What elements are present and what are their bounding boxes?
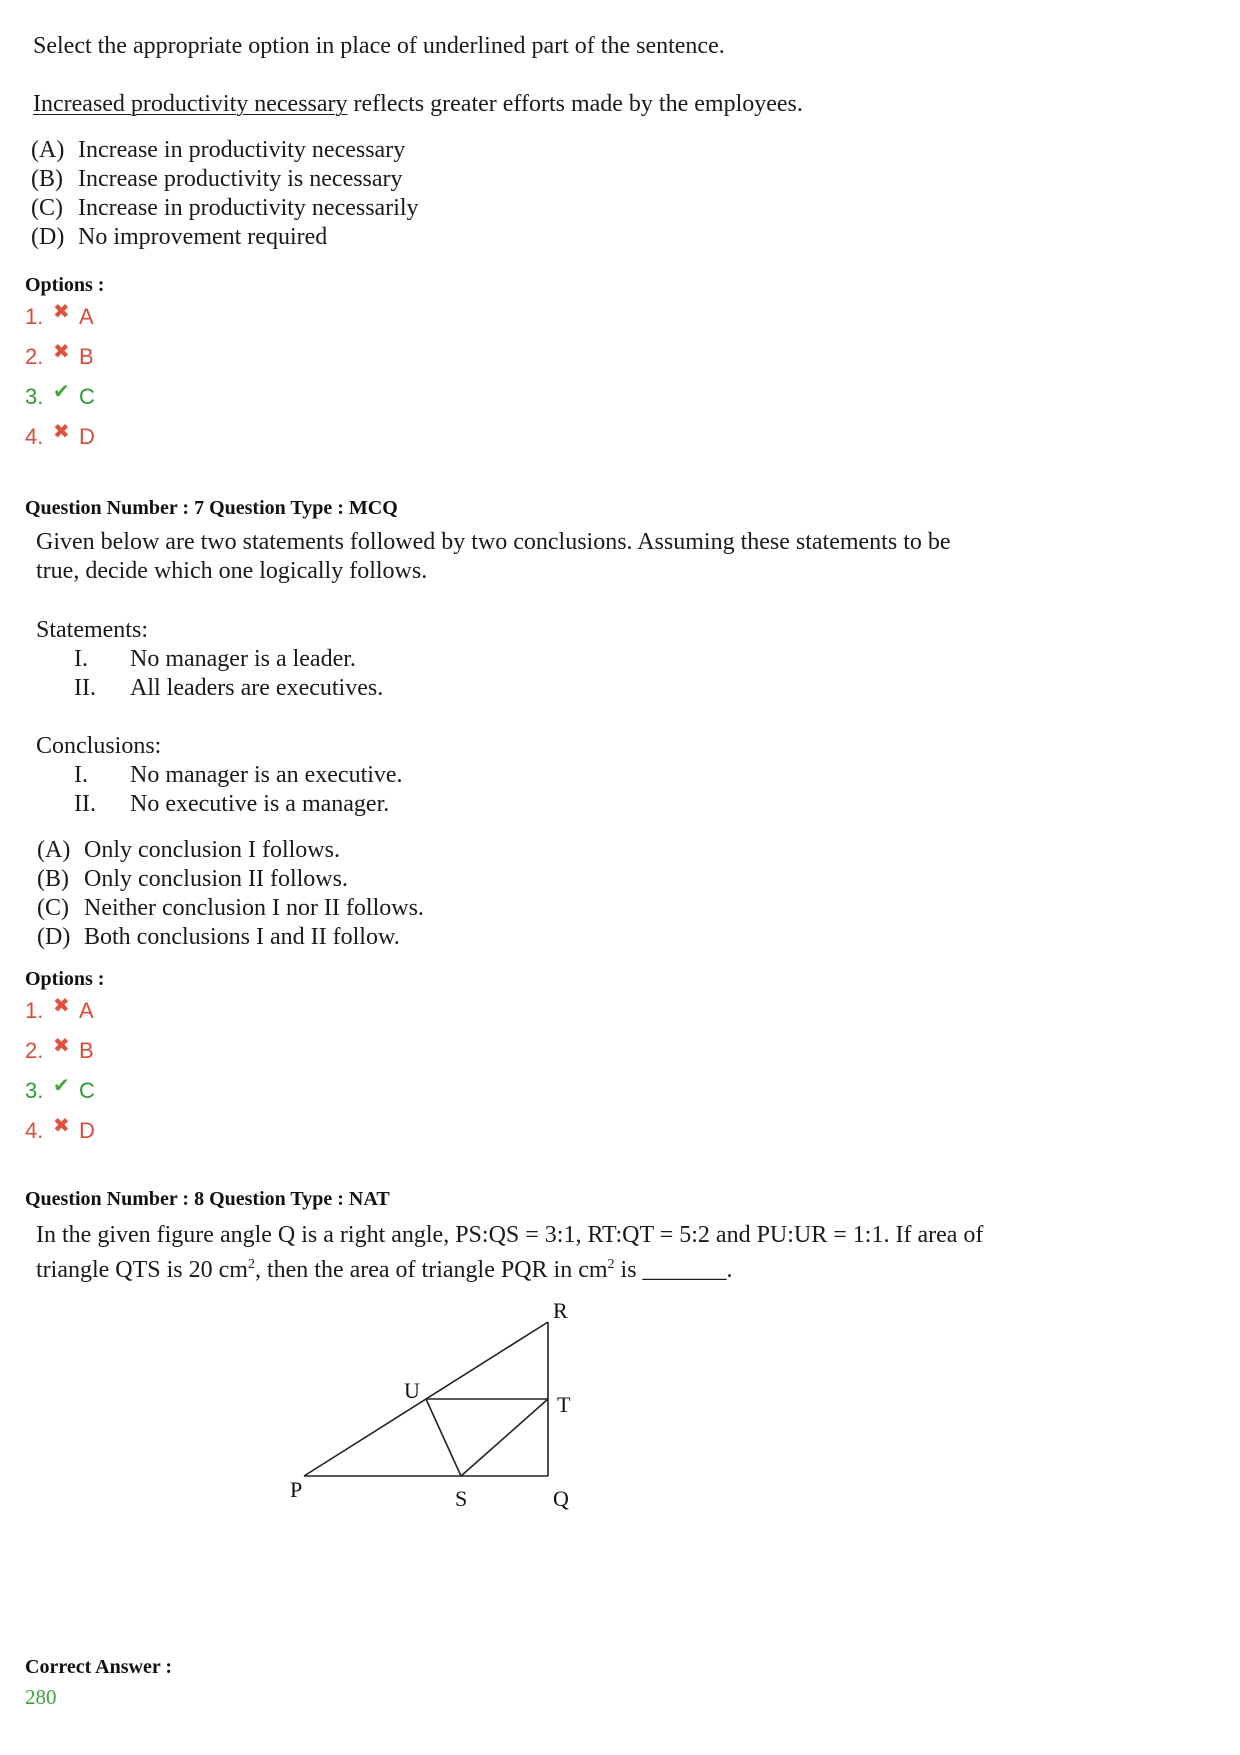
cross-icon: ✖ bbox=[53, 301, 70, 323]
choice-label: (A) bbox=[37, 837, 71, 863]
statement-text: No manager is a leader. bbox=[130, 646, 356, 672]
segment-st bbox=[461, 1399, 548, 1476]
q7-conclusions-label: Conclusions: bbox=[36, 733, 162, 759]
cross-icon: ✖ bbox=[53, 1115, 70, 1137]
option-number: 4. bbox=[25, 424, 44, 449]
option-number: 3. bbox=[25, 1078, 44, 1103]
option-letter: A bbox=[79, 998, 94, 1023]
label-p: P bbox=[290, 1477, 303, 1502]
q7-options-label: Options : bbox=[25, 968, 105, 990]
option-letter: A bbox=[79, 304, 94, 329]
q8-text-part: is _______. bbox=[614, 1257, 733, 1283]
q6-underlined-part: Increased productivity necessary bbox=[33, 91, 348, 117]
conclusion-text: No executive is a manager. bbox=[130, 791, 390, 817]
choice-text: Increase in productivity necessary bbox=[78, 137, 406, 163]
segment-us bbox=[426, 1399, 461, 1476]
cross-icon: ✖ bbox=[53, 421, 70, 443]
q8-superscript: 2 bbox=[607, 1257, 615, 1272]
q7-text-line1: Given below are two statements followed by two conclusions. Assuming these statements to be bbox=[36, 529, 951, 555]
choice-text: Only conclusion II follows. bbox=[84, 866, 348, 892]
statement-text: All leaders are executives. bbox=[130, 675, 384, 701]
q8-text-part: , then the area of triangle PQR in cm bbox=[254, 1257, 608, 1283]
q6-sentence-rest: reflects greater efforts made by the employees. bbox=[347, 91, 803, 117]
option-letter: B bbox=[79, 344, 94, 369]
q6-options-label: Options : bbox=[25, 274, 105, 296]
roman-numeral: I. bbox=[74, 762, 88, 788]
choice-label: (C) bbox=[31, 195, 63, 221]
roman-numeral: II. bbox=[74, 675, 96, 701]
roman-numeral: II. bbox=[74, 791, 96, 817]
q7-statements-label: Statements: bbox=[36, 617, 148, 643]
label-q: Q bbox=[553, 1486, 569, 1511]
cross-icon: ✖ bbox=[53, 341, 70, 363]
option-letter: B bbox=[79, 1038, 94, 1063]
option-letter: D bbox=[79, 424, 95, 449]
checkmark-icon: ✔ bbox=[53, 1075, 70, 1097]
q8-text-line1: In the given figure angle Q is a right angle, PS:QS = 3:1, RT:QT = 5:2 and PU:UR = 1:1. If area of bbox=[36, 1222, 984, 1248]
option-number: 4. bbox=[25, 1118, 44, 1143]
choice-label: (B) bbox=[37, 866, 69, 892]
label-t: T bbox=[557, 1392, 571, 1417]
choice-text: Both conclusions I and II follow. bbox=[84, 924, 400, 950]
option-number: 2. bbox=[25, 344, 44, 369]
choice-label: (D) bbox=[37, 924, 71, 950]
option-number: 1. bbox=[25, 998, 44, 1023]
option-number: 3. bbox=[25, 384, 44, 409]
choice-text: Only conclusion I follows. bbox=[84, 837, 340, 863]
q7-text-line2: true, decide which one logically follows. bbox=[36, 558, 428, 584]
checkmark-icon: ✔ bbox=[53, 381, 70, 403]
roman-numeral: I. bbox=[74, 646, 88, 672]
choice-label: (D) bbox=[31, 224, 65, 250]
q7-header: Question Number : 7 Question Type : MCQ bbox=[25, 497, 398, 519]
label-s: S bbox=[455, 1486, 468, 1511]
cross-icon: ✖ bbox=[53, 995, 70, 1017]
correct-answer-value: 280 bbox=[25, 1685, 57, 1709]
choice-text: Neither conclusion I nor II follows. bbox=[84, 895, 424, 921]
q8-text-part: triangle QTS is 20 cm bbox=[36, 1257, 248, 1283]
choice-label: (A) bbox=[31, 137, 65, 163]
choice-label: (C) bbox=[37, 895, 69, 921]
choice-label: (B) bbox=[31, 166, 63, 192]
option-letter: C bbox=[79, 384, 95, 409]
correct-answer-label: Correct Answer : bbox=[25, 1656, 172, 1678]
option-letter: D bbox=[79, 1118, 95, 1143]
option-number: 2. bbox=[25, 1038, 44, 1063]
q6-instruction: Select the appropriate option in place of underlined part of the sentence. bbox=[33, 33, 725, 59]
choice-text: No improvement required bbox=[78, 224, 328, 250]
label-r: R bbox=[553, 1298, 568, 1323]
cross-icon: ✖ bbox=[53, 1035, 70, 1057]
q8-header: Question Number : 8 Question Type : NAT bbox=[25, 1188, 390, 1210]
choice-text: Increase in productivity necessarily bbox=[78, 195, 419, 221]
option-number: 1. bbox=[25, 304, 44, 329]
q8-superscript: 2 bbox=[247, 1257, 255, 1272]
option-letter: C bbox=[79, 1078, 95, 1103]
label-u: U bbox=[404, 1378, 420, 1403]
conclusion-text: No manager is an executive. bbox=[130, 762, 403, 788]
choice-text: Increase productivity is necessary bbox=[78, 166, 403, 192]
